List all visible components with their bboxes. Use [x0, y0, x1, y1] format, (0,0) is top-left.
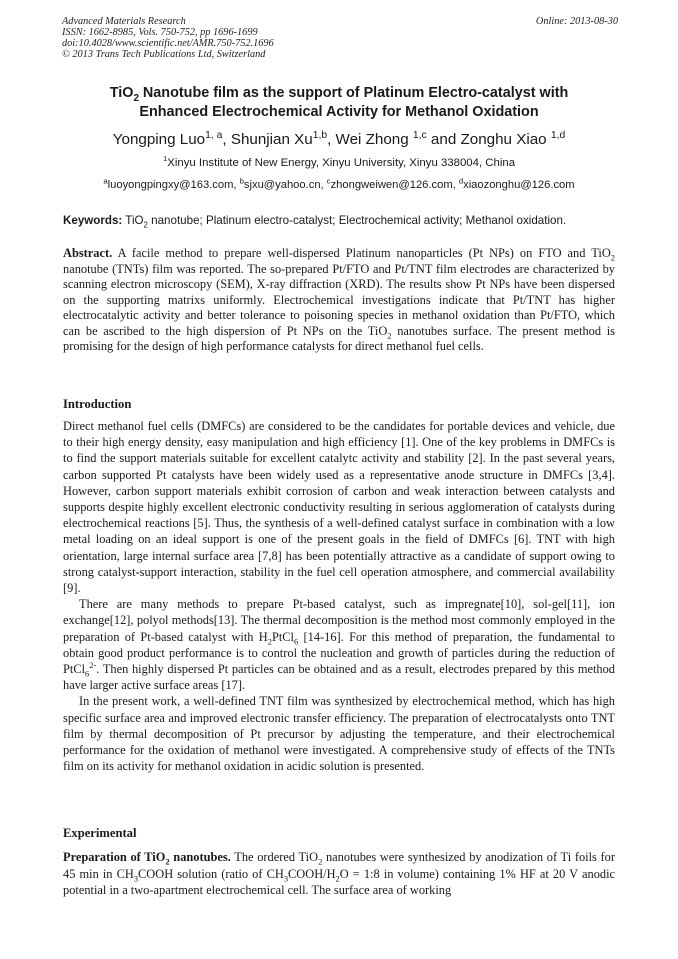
- experimental-paragraph-1: Preparation of TiO$_2$ nanotubes. The ordered TiO$_2$ nanotubes were synthesized by anodization of Ti foils for 45 min in $CH_3COOH$ solution (ratio of $CH_3COOH/H_2O$ = 1:8 in volume) containing 1% HF at 20 V anodic potential in a two-apartment electrochemical cell. The surface area of working: [63, 850, 616, 897]
- issn-line: ISSN: 1662-8985, Vols. 750-752, pp 1696-1699: [62, 27, 258, 38]
- title-line-1: TiO$_2$ Nanotube film as the support of Platinum Electro-catalyst with: [109, 85, 569, 104]
- experimental-heading: Experimental: [63, 826, 137, 840]
- keywords-label: Keywords:: [63, 214, 123, 227]
- journal-header: [62, 16, 618, 60]
- paper-title: [40, 84, 638, 122]
- experimental-body: [63, 849, 615, 899]
- online-date: Online: 2013-08-30: [535, 16, 618, 27]
- author-list: Yongping Luo$^{1, a}$, Shunjian Xu$^{1,b}$, Wei Zhong $^{1,c}$ and Zonghu Xiao $^{1,d}$: [112, 129, 566, 148]
- doi-line: doi:10.4028/www.scientific.net/AMR.750-752.1696: [62, 38, 274, 49]
- author-emails: $^a$luoyongpingxy@163.com, $^b$sjxu@yahoo.cn, $^c$zhongweiwen@126.com, $^d$xiaozonghu@126.com: [103, 176, 575, 191]
- title-line-2: Enhanced Electrochemical Activity for Methanol Oxidation: [139, 104, 539, 120]
- introduction-heading: Introduction: [63, 397, 132, 411]
- abstract-label: Abstract.: [63, 246, 113, 260]
- keywords: Keywords: TiO$_2$ nanotube; Platinum electro-catalyst; Electrochemical activity; Methanol oxidation.: [63, 214, 567, 230]
- abstract: Abstract. A facile method to prepare well-dispersed Platinum nanoparticles (Pt NPs) on FTO and TiO$_2$ nanotube (TNTs) film was reported. The so-prepared Pt/FTO and Pt/TNT film electrodes are characterized by scanning electron microscopy (SEM), X-ray diffraction (XRD). The results show Pt NPs have been dispersed on the supporting matrixs uniformly. Electrochemical investigations indicate that Pt/TNT has higher electrocatalytic activity and better tolerance to poisoning species in methanol oxidation than Pt/FTO, which can be ascribed to the high dispersion of Pt NPs on the TiO$_2$ nanotubes surface. The present method is promising for the design of high performance catalysts for direct methanol fuel cells.: [63, 246, 615, 353]
- affiliation: $^1$Xinyu Institute of New Energy, Xinyu University, Xinyu 338004, China: [162, 154, 516, 169]
- introduction-body: [63, 418, 615, 774]
- intro-paragraph-3: In the present work, a well-defined TNT film was synthesized by electrochemical method, which has high specific surface area and improved electronic transfer efficiency. The preparation of electrocatalysts onto TNT film by thermal decomposition of Pt precursor by adjusting the temperature, and their electrochemical performance for the oxidation of methanol were investigated. A comprehensive study of effects of the TNTs film on its activity for methanol oxidation in acidic solution is presented.: [63, 694, 615, 774]
- tio2-prep-label: Preparation of TiO$_2$ nanotubes.: [63, 850, 231, 867]
- intro-paragraph-2: There are many methods to prepare Pt-based catalyst, such as impregnate[10], sol-gel[11], ion exchange[12], polyol methods[13]. The thermal decomposition is the method most commonly employed in the preparation of Pt-based catalyst with $H_2PtCl_6$ [14-16]. For this method of preparation, the fundamental to obtain good product performance is to control the nucleation and growth of particles during the reduction of PtCl$_6^{2-}$. Then highly dispersed Pt particles can be obtained and as a result, electrodes prepared by this method have larger active surface areas [17].: [63, 597, 615, 693]
- journal-name: Advanced Materials Research: [62, 16, 186, 27]
- intro-paragraph-1: Direct methanol fuel cells (DMFCs) are considered to be the candidates for portable devices and vehicle, due to their high energy density, easy manipulation and high efficiency [1]. One of the key problems in DMFCs is to find the support materials suitable for excellent catalytc activity and stability [2]. In the past several years, carbon supported Pt catalysts have been widely used as a representative anode structure in DMFCs [3,4]. However, carbon support materials exhibit corrosion of carbon and weak interaction between catalysts and supports despite highly excellent electronic conductivity resulting in serious agglomeration of catalysts during electrochemical reactions [5]. Thus, the synthesis of a well-defined catalyst surface in combination with a low metal loading on an ideal support is one of the present goals in the field of DMFCs [6]. TNT with high orientation, large internal surface area [7,8] has been potentially attractive as a candidate of support owing to strong catalyst-support interaction, stability in the fuel cell operation atmosphere, and commercial availability [9].: [63, 419, 615, 596]
- copyright-line: © 2013 Trans Tech Publications Ltd, Switzerland: [62, 49, 266, 60]
